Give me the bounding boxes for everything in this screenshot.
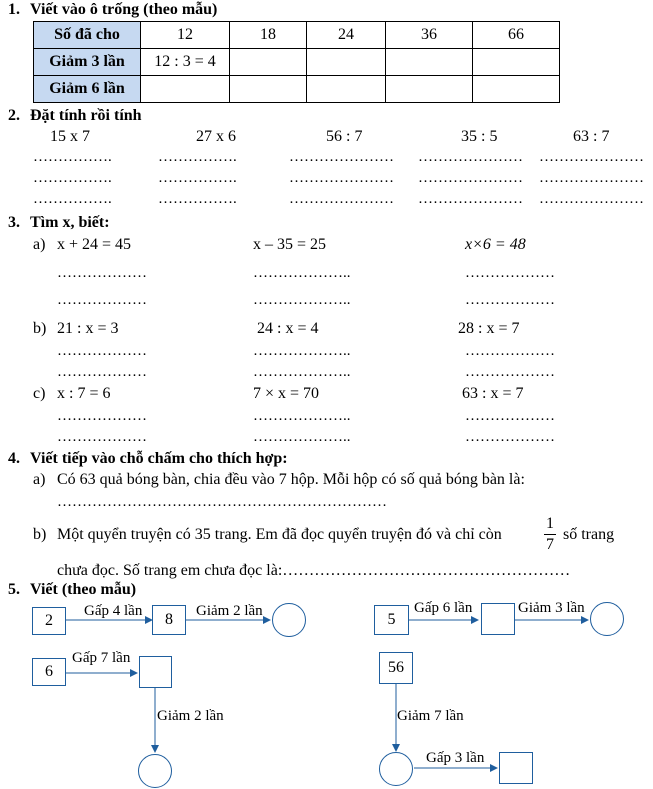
- answer-line[interactable]: …………….: [33, 149, 112, 165]
- q4-number: 4.: [8, 450, 20, 467]
- header-value: 24: [307, 22, 386, 49]
- q4b-label: b): [33, 526, 47, 543]
- fraction-numerator: 1: [546, 515, 554, 532]
- q3-equation: x + 24 = 45: [57, 236, 132, 253]
- operation-label: Gấp 4 lần: [84, 603, 143, 619]
- answer-line[interactable]: ………………..: [253, 364, 351, 380]
- result-circle[interactable]: [379, 752, 413, 786]
- answer-line[interactable]: ………………: [465, 343, 555, 359]
- q3-equation: 24 : x = 4: [257, 320, 319, 337]
- answer-line[interactable]: …………….: [33, 170, 112, 186]
- result-circle[interactable]: [272, 603, 306, 637]
- q3-title: Tìm x, biết:: [30, 214, 110, 231]
- q3-equation: 7 × x = 70: [253, 385, 320, 402]
- answer-line[interactable]: ………………..: [253, 343, 351, 359]
- answer-line[interactable]: ………………: [57, 364, 147, 380]
- answer-line[interactable]: …………………: [539, 149, 644, 165]
- operation-label: Giảm 7 lần: [397, 708, 464, 724]
- answer-line[interactable]: …………….: [158, 170, 237, 186]
- result-box[interactable]: [499, 752, 533, 784]
- header-value: 36: [386, 22, 473, 49]
- operation-label: Giảm 3 lần: [518, 600, 585, 616]
- start-box: 5: [374, 605, 409, 635]
- q2-item: 63 : 7: [573, 128, 610, 145]
- answer-line[interactable]: ………………: [57, 408, 147, 424]
- header-label: Số đã cho: [34, 22, 141, 49]
- operation-label: Gấp 7 lần: [72, 650, 131, 666]
- q3-row-label: c): [33, 385, 46, 402]
- answer-line[interactable]: …………………: [418, 149, 523, 165]
- answer-line[interactable]: ………………..: [253, 265, 351, 281]
- q2-item: 35 : 5: [461, 128, 498, 145]
- answer-line[interactable]: …………………: [289, 191, 394, 207]
- operation-label: Giảm 2 lần: [157, 708, 224, 724]
- answer-line[interactable]: ………………: [57, 292, 147, 308]
- answer-line[interactable]: …………………………………………………………: [57, 494, 387, 510]
- answer-line[interactable]: ………………: [465, 265, 555, 281]
- row-label: Giảm 3 lần: [34, 49, 141, 76]
- q1-title: Viết vào ô trống (theo mẫu): [30, 1, 218, 18]
- answer-line[interactable]: …………….: [158, 191, 237, 207]
- answer-line[interactable]: …………………: [289, 170, 394, 186]
- answer-line[interactable]: …………………: [289, 149, 394, 165]
- q2-item: 27 x 6: [196, 128, 236, 145]
- header-value: 18: [230, 22, 307, 49]
- answer-line[interactable]: ………………..: [253, 429, 351, 445]
- operation-label: Gấp 6 lần: [414, 600, 473, 616]
- q5-number: 5.: [8, 581, 20, 598]
- q5-title: Viết (theo mẫu): [30, 581, 137, 598]
- answer-line[interactable]: …………………: [539, 191, 644, 207]
- answer-line[interactable]: ………………: [465, 364, 555, 380]
- q4b-text-3[interactable]: chưa đọc. Số trang em chưa đọc là:………………………………………………: [57, 562, 571, 579]
- answer-line[interactable]: …………………: [418, 191, 523, 207]
- q3-equation: 63 : x = 7: [462, 385, 524, 402]
- answer-line[interactable]: ………………: [465, 429, 555, 445]
- result-box[interactable]: 8: [152, 605, 186, 635]
- fraction-denominator: 7: [546, 536, 554, 553]
- q3-equation: x×6 = 48: [465, 236, 526, 253]
- q4b-text: Một quyển truyện có 35 trang. Em đã đọc quyển truyện đó và chỉ còn: [57, 526, 502, 543]
- q4a-text: Có 63 quả bóng bàn, chia đều vào 7 hộp. Mỗi hộp có số quả bóng bàn là:: [57, 471, 525, 488]
- q3-row-label: b): [33, 320, 47, 337]
- q1-number: 1.: [8, 1, 20, 18]
- result-box[interactable]: [481, 603, 515, 635]
- answer-cell[interactable]: 12 : 3 = 4: [141, 49, 230, 76]
- result-circle[interactable]: [138, 754, 172, 788]
- operation-label: Giảm 2 lần: [196, 603, 263, 619]
- q2-title: Đặt tính rồi tính: [30, 107, 142, 124]
- q3-equation: x : 7 = 6: [57, 385, 111, 402]
- row-label: Giảm 6 lần: [34, 76, 141, 103]
- q3-equation: 21 : x = 3: [57, 320, 119, 337]
- q2-item: 15 x 7: [50, 128, 90, 145]
- q3-number: 3.: [8, 214, 20, 231]
- q3-equation: x – 35 = 25: [253, 236, 327, 253]
- q3-equation: 28 : x = 7: [458, 320, 520, 337]
- q3-row-label: a): [33, 236, 46, 253]
- q4b-text-2: số trang: [563, 526, 615, 543]
- result-box[interactable]: [139, 656, 172, 688]
- header-value: 66: [473, 22, 560, 49]
- answer-line[interactable]: …………………: [418, 170, 523, 186]
- q2-number: 2.: [8, 107, 20, 124]
- answer-line[interactable]: ………………: [57, 429, 147, 445]
- answer-line[interactable]: …………………: [539, 170, 644, 186]
- start-box: 6: [32, 658, 66, 686]
- q2-item: 56 : 7: [326, 128, 363, 145]
- answer-line[interactable]: ………………: [57, 343, 147, 359]
- q4-title: Viết tiếp vào chỗ chấm cho thích hợp:: [30, 450, 288, 467]
- operation-label: Gấp 3 lần: [426, 750, 485, 766]
- answer-line[interactable]: ………………..: [253, 408, 351, 424]
- start-box: 56: [379, 652, 413, 684]
- start-box: 2: [32, 607, 66, 635]
- answer-line[interactable]: ………………..: [253, 292, 351, 308]
- answer-line[interactable]: …………….: [33, 191, 112, 207]
- result-circle[interactable]: [590, 602, 624, 636]
- answer-line[interactable]: …………….: [158, 149, 237, 165]
- answer-line[interactable]: ………………: [57, 265, 147, 281]
- answer-line[interactable]: ………………: [465, 292, 555, 308]
- header-value: 12: [141, 22, 230, 49]
- answer-line[interactable]: ………………: [465, 408, 555, 424]
- q4a-label: a): [33, 471, 46, 488]
